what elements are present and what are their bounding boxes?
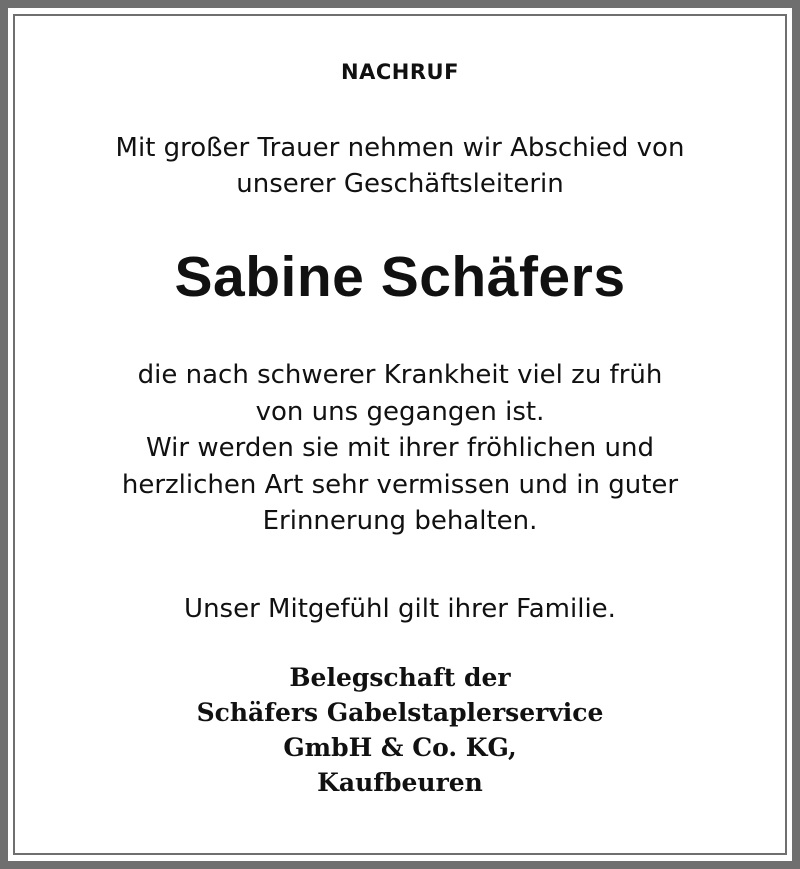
body-line: von uns gegangen ist. [255, 396, 545, 427]
intro-text [0, 130, 800, 202]
notice-heading: NACHRUF [341, 60, 459, 84]
signature-line: GmbH & Co. KG, [283, 733, 517, 762]
body-line: Wir werden sie mit ihrer fröhlichen und [146, 433, 654, 463]
signature-line: Kaufbeuren [317, 768, 483, 797]
intro-line: Mit großer Trauer nehmen wir Abschied von [115, 133, 685, 163]
body-line: die nach schwerer Krankheit viel zu früh [137, 360, 663, 390]
body-line: Erinnerung behalten. [262, 506, 538, 536]
condolence-text: Unser Mitgefühl gilt ihrer Familie. [184, 594, 616, 624]
signature-line: Schäfers Gabelstaplerservice [196, 698, 604, 727]
intro-line: unserer Geschäftsleiterin [236, 169, 564, 199]
signature-line: Belegschaft der [289, 663, 511, 692]
signature-block [0, 660, 800, 800]
deceased-name: Sabine Schäfers [174, 245, 626, 309]
body-text [0, 357, 800, 540]
body-line: herzlichen Art sehr vermissen und in guter [121, 469, 679, 500]
